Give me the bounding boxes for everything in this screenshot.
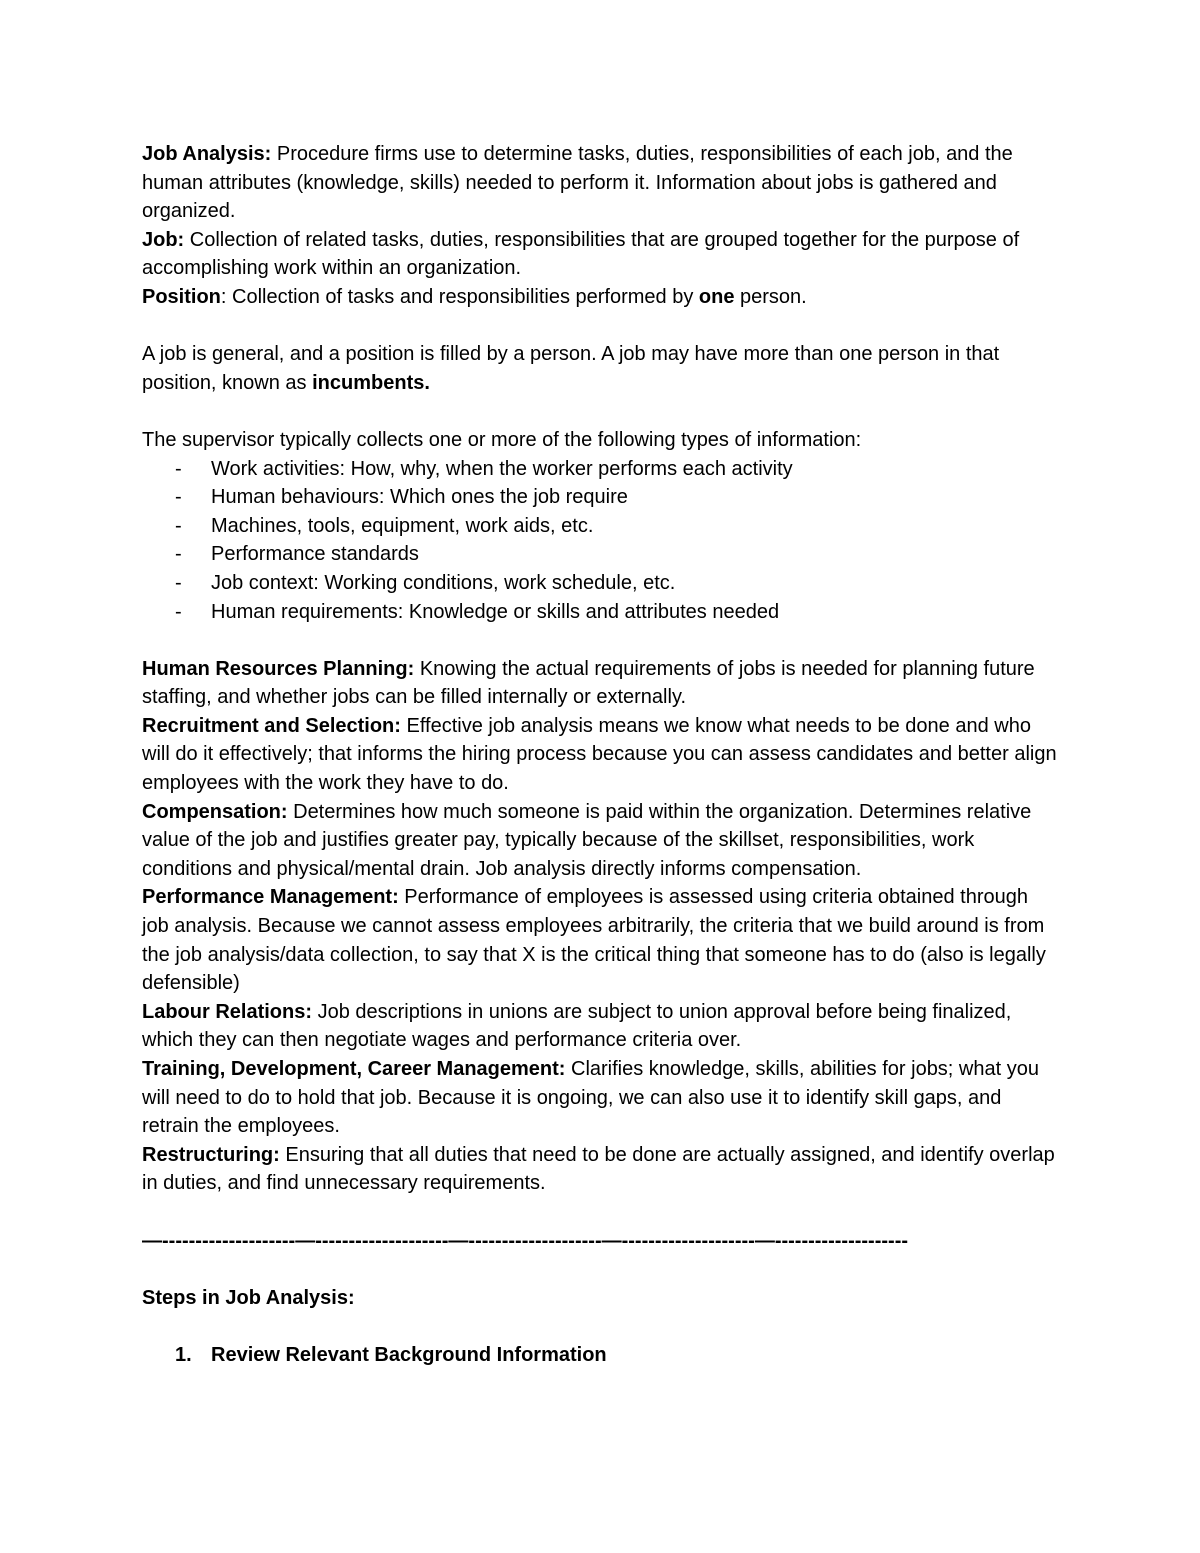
general-note bbox=[142, 340, 1060, 397]
definition-text-end: person. bbox=[734, 285, 807, 308]
blank-line bbox=[142, 397, 1060, 426]
term-label: Labour Relations: bbox=[142, 1000, 313, 1023]
term-label: Performance Management: bbox=[142, 886, 399, 909]
dash-marker: - bbox=[175, 457, 182, 480]
use-labour-relations bbox=[142, 998, 1060, 1055]
term-label: Restructuring: bbox=[142, 1143, 280, 1166]
use-text: Effective job analysis means we know what needs to be done and who will do it effectively; that informs the hiring process because you can assess candidates and better align employees with the work they have to do. bbox=[142, 714, 1057, 795]
steps-heading-text: Steps in Job Analysis: bbox=[142, 1286, 355, 1309]
general-text: A job is general, and a position is filled by a person. A job may have more than one person in that position, known as bbox=[142, 343, 1000, 394]
definition-text: Procedure firms use to determine tasks, duties, responsibilities of each job, and the human attributes (knowledge, skills) needed to perform it. Information about jobs is gathered and organized. bbox=[142, 143, 1013, 223]
blank-line bbox=[142, 1255, 1060, 1284]
use-text: Clarifies knowledge, skills, abilities for jobs; what you will need to do to hold that job. Because it is ongoing, we can also use it to identify skill gaps, and retrain the employees. bbox=[142, 1058, 1039, 1138]
definition-text: : Collection of tasks and responsibilities performed by bbox=[220, 285, 699, 308]
use-text: Job descriptions in unions are subject to union approval before being finalized, which they can then negotiate wages and performance criteria over. bbox=[142, 1000, 1012, 1052]
dash-marker: - bbox=[175, 486, 182, 509]
emphasis-incumbents: incumbents. bbox=[312, 371, 430, 394]
step-label: Review Relevant Background Information bbox=[211, 1343, 607, 1366]
list-item bbox=[142, 512, 1060, 541]
blank-line bbox=[142, 312, 1060, 341]
emphasis-one: one bbox=[698, 285, 735, 308]
definition-job-analysis bbox=[142, 140, 1060, 226]
use-performance-management bbox=[142, 883, 1060, 997]
dash-marker: - bbox=[175, 571, 182, 594]
list-item-text: Human behaviours: Which ones the job require bbox=[211, 486, 628, 509]
steps-list bbox=[142, 1341, 1060, 1370]
dash-marker: - bbox=[175, 600, 182, 623]
use-restructuring bbox=[142, 1141, 1060, 1198]
blank-line bbox=[142, 1198, 1060, 1227]
list-item bbox=[142, 569, 1060, 598]
list-item bbox=[142, 483, 1060, 512]
definition-text: Collection of related tasks, duties, responsibilities that are grouped together for the purpose of accomplishing work within an organization. bbox=[142, 228, 1020, 280]
use-recruitment-selection bbox=[142, 712, 1060, 798]
dash-marker: - bbox=[175, 514, 182, 537]
definition-position bbox=[142, 283, 1060, 312]
use-compensation bbox=[142, 798, 1060, 884]
use-text: Ensuring that all duties that need to be done are actually assigned, and identify overlap in duties, and find unnecessary requirements. bbox=[142, 1143, 1055, 1195]
term-label: Job Analysis: bbox=[142, 143, 272, 165]
list-item-text: Work activities: How, why, when the worker performs each activity bbox=[211, 457, 793, 480]
list-item-text: Human requirements: Knowledge or skills and attributes needed bbox=[211, 600, 780, 623]
use-text: Determines how much someone is paid within the organization. Determines relative value of the job and justifies greater pay, typically because of the skillset, responsibilities, work conditions and physical/mental drain. Job analysis directly informs compensation. bbox=[142, 800, 1032, 880]
step-number: 1. bbox=[175, 1343, 192, 1366]
blank-line bbox=[142, 626, 1060, 655]
section-divider: —--------------------—--------------------—--------------------—--------------------—-------------------- bbox=[142, 1229, 909, 1252]
term-label: Recruitment and Selection: bbox=[142, 714, 401, 737]
step-item bbox=[142, 1341, 1060, 1370]
supervisor-intro: The supervisor typically collects one or more of the following types of information: bbox=[142, 428, 862, 451]
use-training-development bbox=[142, 1055, 1060, 1141]
info-types-list bbox=[142, 455, 1060, 627]
steps-heading bbox=[142, 1284, 1060, 1313]
term-label: Training, Development, Career Management: bbox=[142, 1058, 566, 1080]
blank-line bbox=[142, 1312, 1060, 1341]
use-hr-planning bbox=[142, 655, 1060, 712]
term-label: Position bbox=[142, 285, 221, 308]
term-label: Job: bbox=[142, 228, 185, 251]
document-page bbox=[142, 140, 1060, 1370]
list-item bbox=[142, 455, 1060, 484]
term-label: Compensation: bbox=[142, 800, 288, 823]
use-text: Performance of employees is assessed using criteria obtained through job analysis. Because we cannot assess employees arbitrarily, the criteria that we build around is from the job analysis/data collection, to say that X is the critical thing that someone has to do (also is legally defensible) bbox=[142, 886, 1046, 995]
definition-job bbox=[142, 226, 1060, 283]
list-item bbox=[142, 540, 1060, 569]
dash-marker: - bbox=[175, 543, 182, 566]
use-text: Knowing the actual requirements of jobs is needed for planning future staffing, and whether jobs can be filled internally or externally. bbox=[142, 657, 1035, 709]
term-label: Human Resources Planning: bbox=[142, 657, 415, 680]
list-item-text: Machines, tools, equipment, work aids, etc. bbox=[211, 514, 594, 537]
list-item-text: Performance standards bbox=[211, 543, 419, 566]
list-item bbox=[142, 598, 1060, 627]
list-item-text: Job context: Working conditions, work schedule, etc. bbox=[211, 571, 676, 594]
